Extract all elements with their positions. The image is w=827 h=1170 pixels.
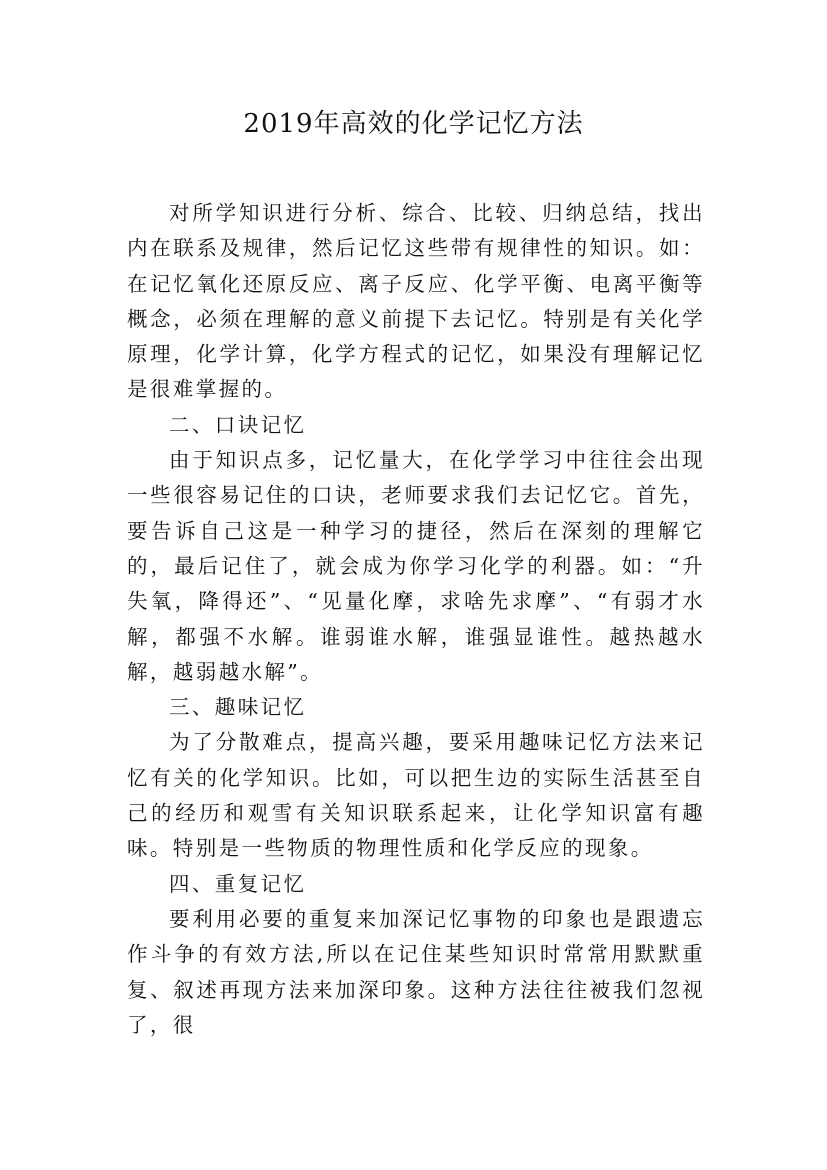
- section-paragraph-fun: 为了分散难点，提高兴趣，要采用趣味记忆方法来记忆有关的化学知识。比如，可以把生边的实际生活甚至自己的经历和观雪有关知识联系起来，让化学知识富有趣味。特别是一些物质的物理性质和化学反应的现象。: [127, 730, 705, 861]
- section-heading-fun: 三、趣味记忆: [169, 695, 307, 720]
- document-title: 2019年高效的化学记忆方法: [243, 109, 584, 139]
- section-paragraph-repetition: 要利用必要的重复来加深记忆事物的印象也是跟遗忘作斗争的有效方法,所以在记住某些知识时常常用默默重复、叙述再现方法来加深印象。这种方法往往被我们忽视了，很: [127, 906, 705, 1037]
- section-heading-repetition: 四、重复记忆: [169, 871, 307, 896]
- section-heading-mnemonic: 二、口诀记忆: [169, 412, 307, 437]
- intro-paragraph: 对所学知识进行分析、综合、比较、归纳总结，找出内在联系及规律，然后记忆这些带有规律性的知识。如：在记忆氧化还原反应、离子反应、化学平衡、电离平衡等概念，必须在理解的意义前提下去记忆。特别是有关化学原理，化学计算，化学方程式的记忆，如果没有理解记忆是很难掌握的。: [127, 201, 705, 402]
- document-body: [127, 196, 705, 1043]
- section-paragraph-mnemonic: 由于知识点多，记忆量大，在化学学习中往往会出现一些很容易记住的口诀，老师要求我们去记忆它。首先，要告诉自己这是一种学习的捷径，然后在深刻的理解它的，最后记住了，就会成为你学习化学的利器。如：“升失氧，降得还”、“见量化摩，求啥先求摩”、“有弱才水解，都强不水解。谁弱谁水解，谁强显谁性。越热越水解，越弱越水解”。: [127, 448, 705, 684]
